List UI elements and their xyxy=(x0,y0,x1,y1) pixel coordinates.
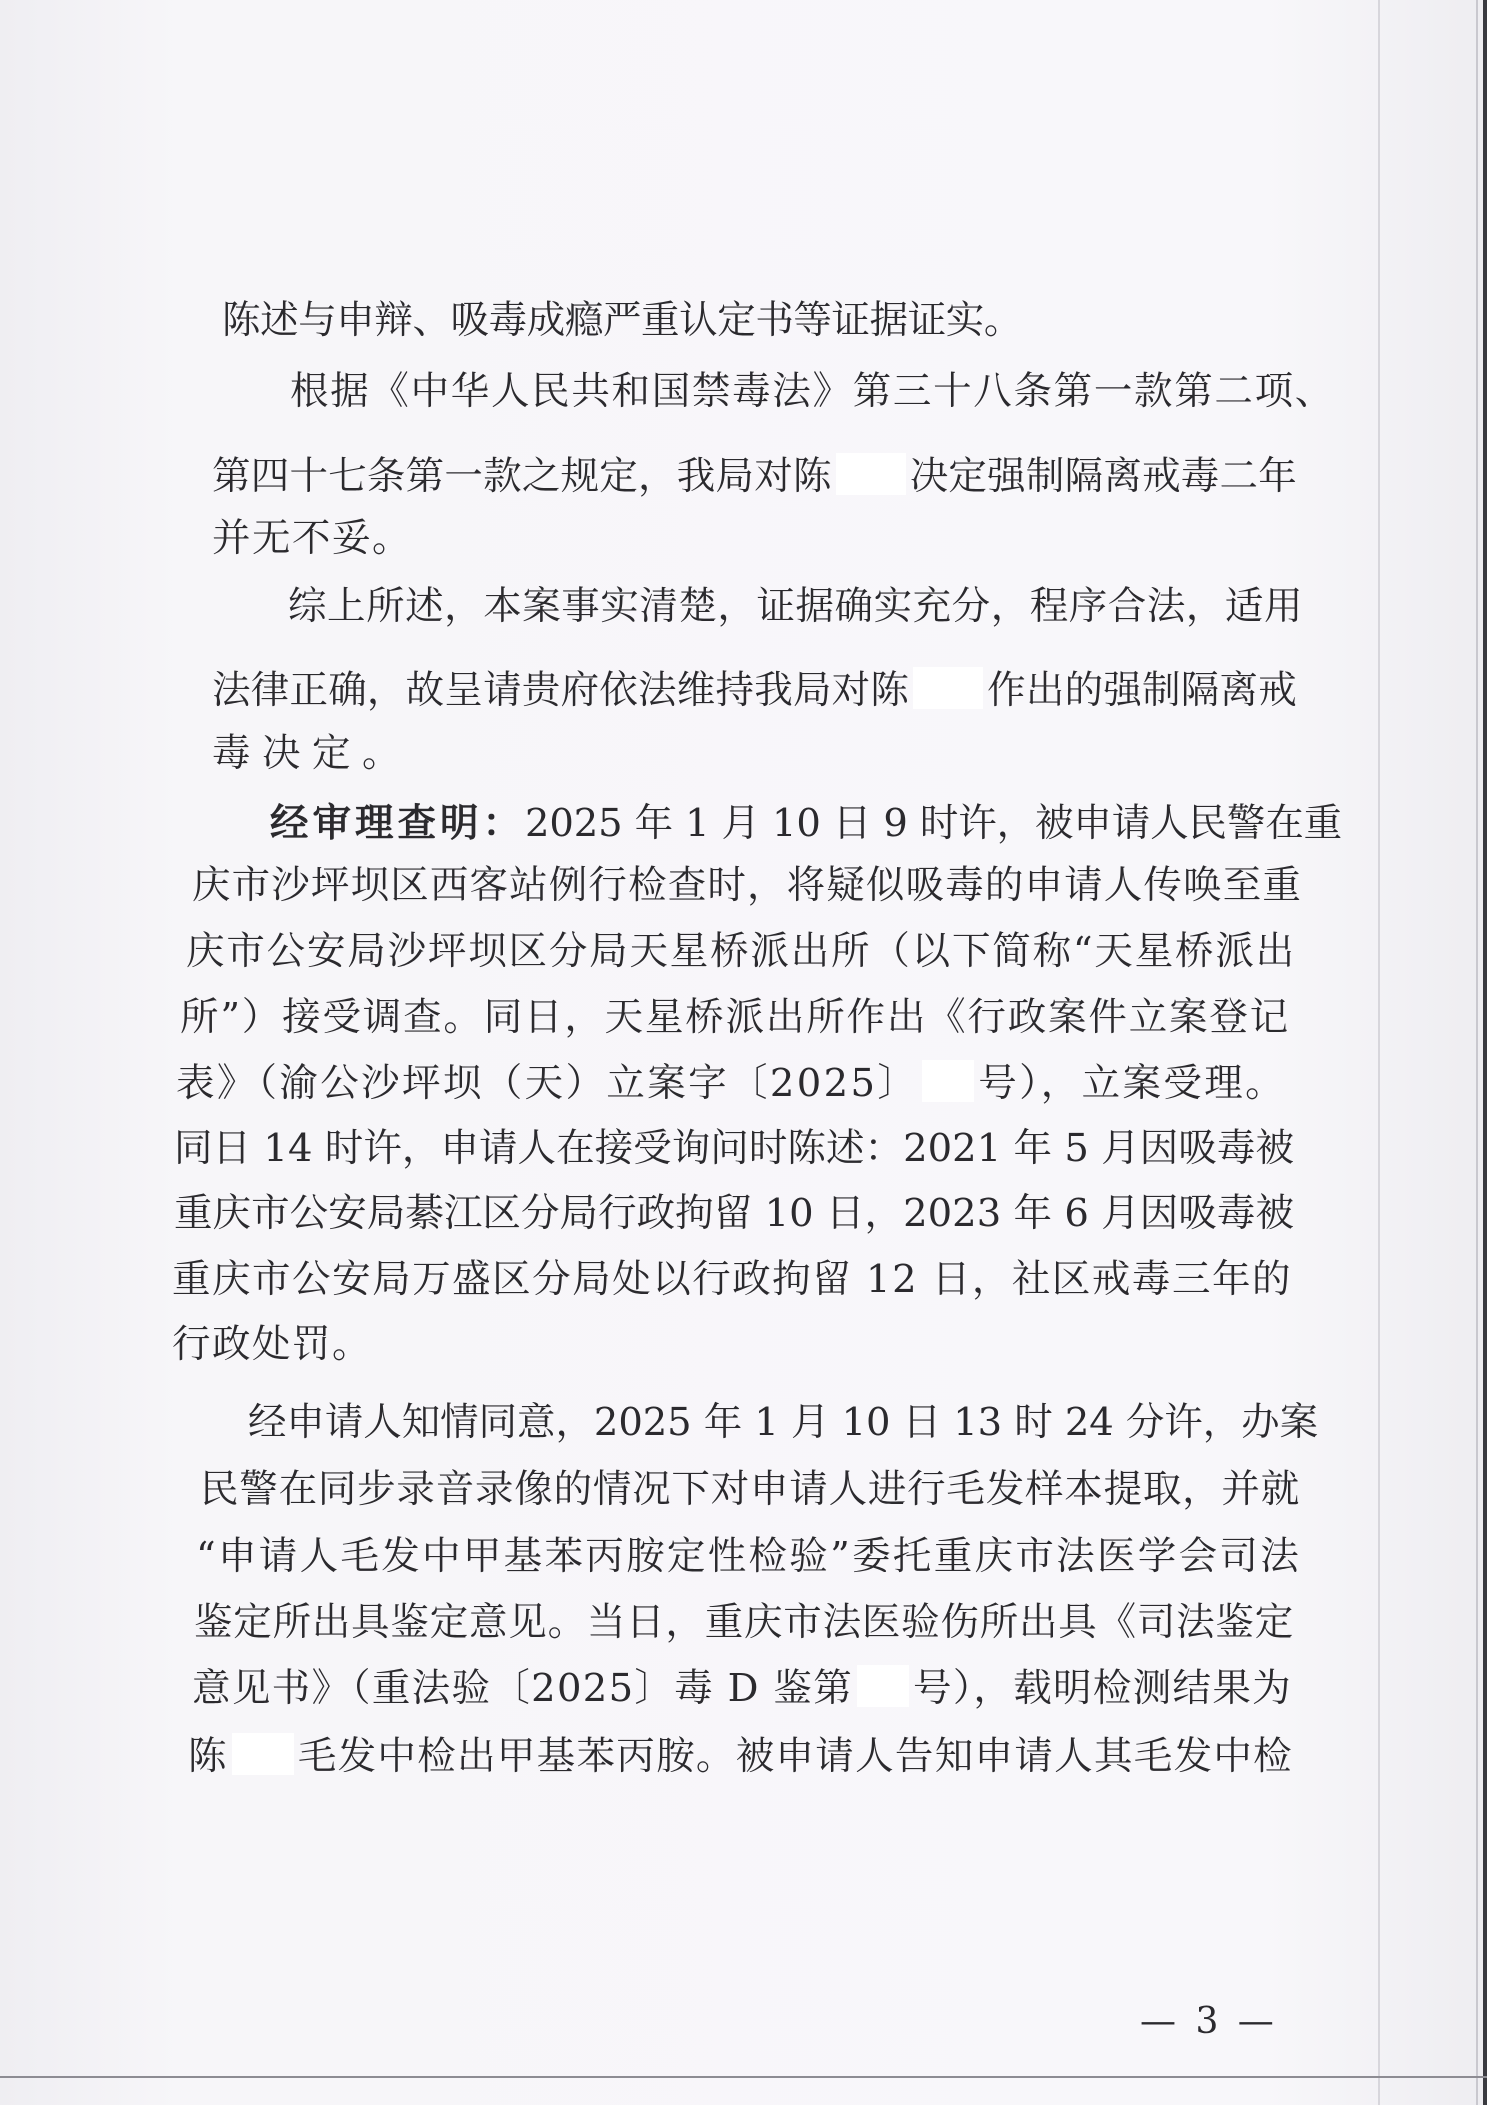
text-line xyxy=(192,1664,1292,1714)
text-segment: 陈述与申辩、吸毒成瘾严重认定书等证据证实。 xyxy=(222,298,1022,343)
text-line xyxy=(176,1059,1286,1109)
text-line xyxy=(248,1398,1318,1448)
text-line xyxy=(290,367,1335,417)
text-line xyxy=(270,799,1342,849)
text-segment: 法律正确，故呈请贵府依法维持我局对陈 xyxy=(212,668,910,713)
text-segment: 陈 xyxy=(188,1734,228,1779)
text-line xyxy=(174,1189,1294,1239)
text-segment: 民警在同步录音录像的情况下对申请人进行毛发样本提取，并就 xyxy=(200,1467,1300,1512)
text-segment: 号），立案受理。 xyxy=(978,1061,1287,1106)
redaction-box xyxy=(922,1060,974,1102)
text-line xyxy=(174,1124,1294,1174)
text-segment: 根据《中华人民共和国禁毒法》第三十八条第一款第二项、 xyxy=(290,369,1335,414)
text-segment: 表》（渝公沙坪坝（天）立案字〔2025〕 xyxy=(176,1061,919,1106)
text-segment: 并无不妥。 xyxy=(212,516,412,561)
text-segment: 意见书》（重法验〔2025〕毒 D 鉴第 xyxy=(192,1666,854,1711)
text-line xyxy=(188,1732,1293,1782)
text-segment: 决定强制隔离戒毒二年 xyxy=(909,454,1297,499)
text-segment: “申请人毛发中甲基苯丙胺定性检验”委托重庆市法医学会司法 xyxy=(196,1534,1301,1579)
text-segment: 毛发中检出甲基苯丙胺。被申请人告知申请人其毛发中检 xyxy=(297,1734,1293,1779)
text-line xyxy=(196,1532,1301,1582)
text-segment: 作出的强制隔离戒 xyxy=(987,668,1297,713)
text-segment: 毒决定。 xyxy=(212,731,412,776)
text-segment: 庆市公安局沙坪坝区分局天星桥派出所（以下简称“天星桥派出 xyxy=(186,929,1296,974)
text-line xyxy=(186,927,1296,977)
text-segment: 所”）接受调查。同日，天星桥派出所作出《行政案件立案登记 xyxy=(180,995,1290,1040)
text-segment: 庆市沙坪坝区西客站例行检查时，将疑似吸毒的申请人传唤至重 xyxy=(192,863,1302,908)
redaction-box xyxy=(913,667,983,709)
text-segment: 号），载明检测结果为 xyxy=(913,1666,1292,1711)
text-segment: 综上所述，本案事实清楚，证据确实充分，程序合法，适用 xyxy=(288,584,1303,629)
text-segment: 2025 年 1 月 10 日 9 时许，被申请人民警在重 xyxy=(525,801,1342,846)
text-segment: 第四十七条第一款之规定，我局对陈 xyxy=(212,454,832,499)
text-line xyxy=(180,993,1290,1043)
text-line xyxy=(212,452,1297,502)
text-segment: 鉴定所出具鉴定意见。当日，重庆市法医验伤所出具《司法鉴定 xyxy=(194,1600,1294,1645)
text-line xyxy=(172,1255,1292,1305)
text-segment: 重庆市公安局綦江区分局行政拘留 10 日，2023 年 6 月因吸毒被 xyxy=(174,1191,1294,1236)
text-line xyxy=(192,861,1302,911)
redaction-box xyxy=(232,1733,294,1775)
text-segment: 行政处罚。 xyxy=(172,1322,372,1367)
text-segment: 同日 14 时许，申请人在接受询问时陈述：2021 年 5 月因吸毒被 xyxy=(174,1126,1294,1171)
text-line xyxy=(288,582,1303,632)
page-number: — 3 — xyxy=(1140,2001,1278,2042)
redaction-box xyxy=(857,1665,909,1707)
text-line xyxy=(222,296,1022,346)
text-line xyxy=(194,1598,1294,1648)
text-line xyxy=(200,1465,1300,1515)
text-line xyxy=(212,514,412,564)
redaction-box xyxy=(836,453,906,495)
text-segment: 重庆市公安局万盛区分局处以行政拘留 12 日，社区戒毒三年的 xyxy=(172,1257,1292,1302)
text-line xyxy=(172,1320,372,1370)
text-line xyxy=(212,729,412,779)
text-line xyxy=(212,666,1297,716)
text-segment: 经申请人知情同意，2025 年 1 月 10 日 13 时 24 分许，办案 xyxy=(248,1400,1319,1445)
section-heading: 经审理查明： xyxy=(270,801,526,846)
